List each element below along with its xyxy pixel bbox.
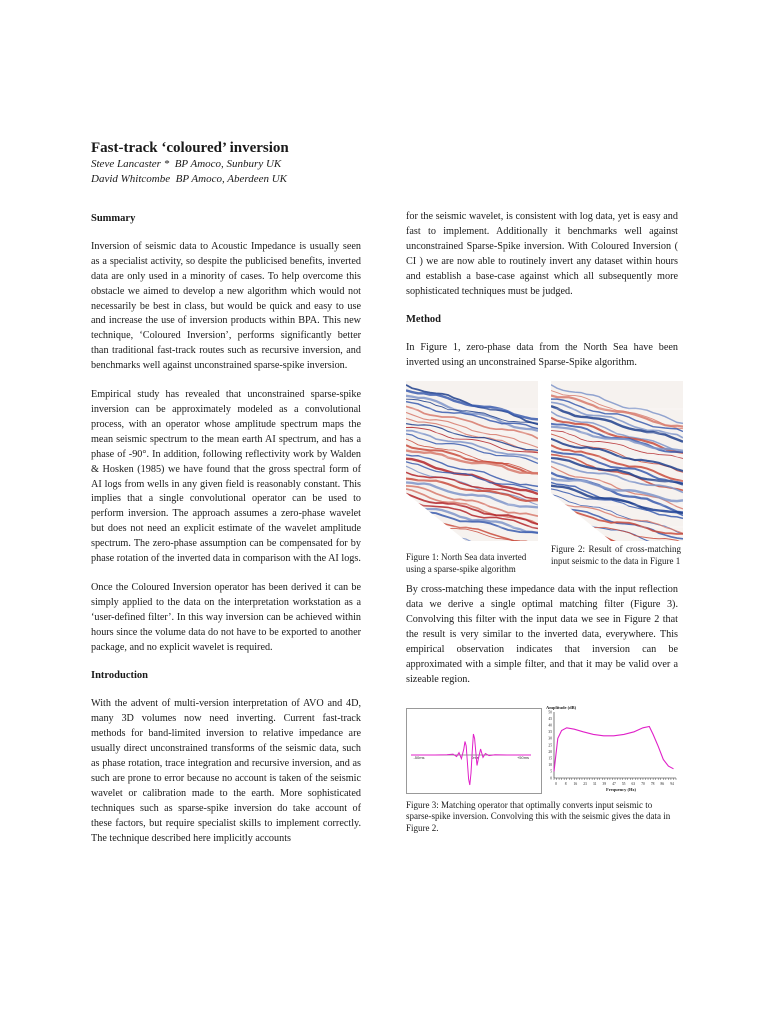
method-paragraph-2: By cross-matching these impedance data with the input reflection data we derive a single optimal matching filter (Figure 3). Convolving this filter with the input data we see in Figure 2 that the result is very similar to the inverted data, everywhere. This empirical observation indicates that inversion can be approximated with a simple filter, and that it may be valid over a sizeable region.: [406, 584, 678, 685]
spectrum-chart: [540, 702, 680, 794]
paper-title: Fast-track ‘coloured’ inversion: [91, 140, 289, 156]
spectrum-y-tick-label: 20: [548, 749, 552, 754]
spectrum-x-tick-label: 39: [602, 781, 607, 786]
introduction-heading: Introduction: [91, 670, 148, 682]
introduction-paragraph-1: With the advent of multi-version interpretation of AVO and 4D, many 3D volumes now need inverting. Current fast-track methods for band-limited inversion to relative impedance are usually direct unconstrained transforms of the seismic data, such as phase rotation, trace integration and recursive inversion, and as such are prone to error because no account is taken of the seismic wavelet or calibration made to the earth. More sophisticated techniques such as sparse-spike inversion do take account of these factors, but require specialist skills to implement correctly. The technique described here implicitly accounts: [91, 698, 361, 844]
spectrum-y-tick-label: 10: [548, 762, 552, 767]
spectrum-x-tick-label: 55: [621, 781, 626, 786]
method-heading: Method: [406, 314, 441, 326]
spectrum-y-tick-label: 25: [548, 742, 552, 747]
spectrum-series-line: [554, 726, 674, 771]
spectrum-y-tick-label: 35: [548, 729, 552, 734]
spectrum-x-axis-label: Frequency (Hz): [605, 786, 637, 792]
spectrum-x-tick-label: 70: [641, 781, 645, 786]
figure-2-seismic-image: [551, 381, 683, 541]
right-column: [406, 210, 681, 835]
operator-chart: [406, 708, 542, 794]
figure-2-caption: Figure 2: Result of cross-matching input seismic to the data in Figure 1: [551, 544, 681, 566]
spectrum-y-axis-label: Amplitude (dB): [546, 704, 577, 710]
figure-1-caption: Figure 1: North Sea data inverted using a sparse-spike algorithm: [406, 552, 527, 574]
spectrum-y-tick-label: 30: [548, 736, 552, 741]
author-1: Steve Lancaster * BP Amoco, Sunbury UK: [91, 158, 282, 170]
spectrum-y-tick-label: 50: [548, 709, 552, 714]
spectrum-x-tick-label: 63: [631, 781, 636, 786]
method-paragraph-1: In Figure 1, zero-phase data from the North Sea have been inverted using an unconstrained Sparse-Spike algorithm.: [406, 342, 678, 369]
figure-3: [406, 702, 678, 794]
spectrum-y-tick-label: 40: [548, 723, 552, 727]
spectrum-y-tick-label: 5: [550, 769, 552, 774]
spectrum-x-tick-label: 16: [573, 781, 578, 786]
continuation-paragraph: for the seismic wavelet, is consistent with log data, yet is easy and fast to implement. Additionally it benchmarks well against unconstrained Sparse-Spike inversion. With Coloured Inversion ( CI ) we are now able to routinely invert any dataset within hours and establish a base-case against which all subsequently more sophisticated techniques must be judged.: [406, 211, 678, 297]
author-2: David Whitcombe BP Amoco, Aberdeen UK: [91, 172, 288, 185]
summary-heading: Summary: [91, 213, 136, 224]
spectrum-x-tick-label: 31: [592, 781, 597, 786]
spectrum-y-tick-label: 45: [548, 716, 552, 721]
operator-x-tick-label: 0ms: [471, 754, 479, 760]
figures-1-2: [406, 381, 681, 579]
summary-paragraph-2: Empirical study has revealed that unconstrained sparse-spike inversion can be approximately modeled as a convolutional process, with an operator whose amplitude spectrum maps the mean seismic spectrum to the mean earth AI spectrum, and has a phase of -90°. In addition, following reflectivity work by Walden & Hosken (1985) we have found that the gross spectral form of AI logs from wells in any given field is reasonably constant. This implies that a single convolutional operator can be used to perform inversion. The approach assumes a zero-phase wavelet but does not need an explicit estimate of the wavelet amplitude spectrum. The zero-phase assumption can be compensated for by phase rotation of the inverted data in comparison with the AI logs.: [91, 389, 361, 565]
spectrum-x-tick-label: 8: [564, 781, 567, 786]
spectrum-y-tick-label: 15: [548, 756, 552, 760]
figure-3-caption: Figure 3: Matching operator that optimally converts input seismic to sparse-spike inversion. Convolving this with the seismic gives the data in Figure 2.: [406, 799, 671, 834]
spectrum-x-tick-label: 0: [555, 781, 557, 786]
spectrum-x-tick-label: 94: [670, 781, 674, 786]
figure-1-seismic-image: [406, 381, 538, 541]
spectrum-x-tick-label: 47: [612, 781, 616, 786]
spectrum-x-tick-label: 78: [650, 781, 655, 786]
spectrum-x-tick-label: 23: [583, 781, 587, 786]
spectrum-y-tick-label: 0: [550, 775, 552, 780]
author-list: [91, 157, 287, 186]
spectrum-x-tick-label: 86: [660, 781, 665, 786]
operator-x-tick-label: +50ms: [516, 754, 530, 760]
operator-x-tick-label: -50ms: [413, 754, 425, 760]
left-column: [91, 212, 361, 860]
summary-paragraph-1: Inversion of seismic data to Acoustic Impedance is usually seen as a specialist activity, so despite the publicised benefits, inverted data are only used in a minority of cases. To help overcome this obstacle we aimed to develop a new algorithm which would not necessarily be best in class, but would be quick and easy to use and increase the use of inversion products within BPA. This new technique, ‘Coloured Inversion’, performs significantly better than traditional fast-track routes such as recursive inversion, and benchmarks well against unconstrained sparse-spike inversion.: [91, 240, 361, 372]
summary-paragraph-3: Once the Coloured Inversion operator has been derived it can be simply applied to the data on the interpretation workstation as a ‘user-defined filter’. In this way inversion can be achieved within hours since the volume data do not have to be exported to another package, and no explicit wavelet is required.: [91, 581, 361, 653]
